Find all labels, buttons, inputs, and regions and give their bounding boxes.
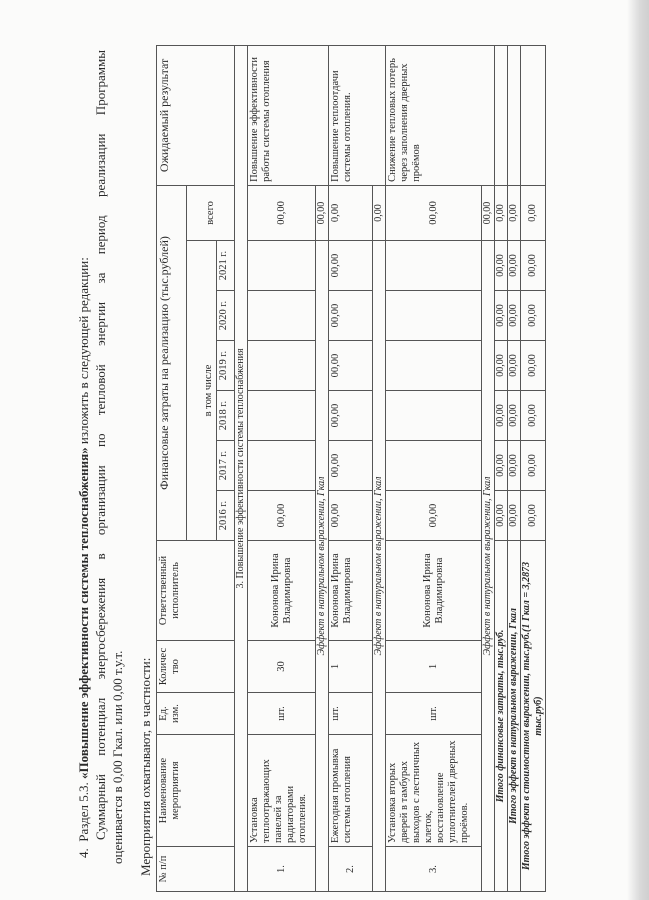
potential-paragraph-cont: оценивается в 0,00 Гкал. или 0,00 т.у.т. <box>110 650 125 864</box>
row-year-value <box>248 441 316 491</box>
row-qty: 1 <box>386 641 482 693</box>
row-result: Снижение тепловых потерь через заполнения дверных проёмов <box>386 45 495 185</box>
totals-year-value: 00,00 <box>508 241 521 291</box>
row-num: 3. <box>386 847 482 892</box>
row-name: Установка вторых дверей в тамбурах выходов с лестничных клеток, восстановление уплотнителей дверных проёмов. <box>386 735 482 847</box>
totals-result <box>508 45 521 185</box>
header-total: всего <box>187 185 235 240</box>
row-year-value: 00,00 <box>329 341 373 391</box>
effect-label: Эффект в натуральном выражении, Гкал <box>316 241 329 892</box>
totals-result <box>521 45 546 185</box>
effect-total: 0,00 <box>373 185 386 240</box>
row-year-value: 00,00 <box>329 491 373 541</box>
row-year-value: 00,00 <box>329 441 373 491</box>
row-num: 1. <box>248 847 316 892</box>
header-year: 2021 г. <box>217 241 235 291</box>
totals-label: Итого эффект в натуральном выражении, Гкал <box>508 541 521 892</box>
header-including: в том числе <box>187 241 217 541</box>
totals-year-value: 00,00 <box>521 441 546 491</box>
totals-result <box>495 45 508 185</box>
section-row: 3. Повышение эффективности системы теплоснабжения <box>235 45 248 891</box>
row-year-value <box>248 391 316 441</box>
header-year: 2019 г. <box>217 341 235 391</box>
row-year-value <box>386 341 482 391</box>
measures-table <box>156 45 546 892</box>
header-num: № п/п <box>157 847 235 892</box>
effect-label: Эффект в натуральном выражении, Гкал <box>482 241 495 892</box>
header-qty: Количес тво <box>157 641 235 693</box>
header-unit: Ед. изм. <box>157 693 235 735</box>
totals-year-value: 00,00 <box>521 341 546 391</box>
row-name: Ежегодная промывка системы отопления <box>329 735 373 847</box>
row-result: Повышение теплоотдачи системы отопления. <box>329 45 386 185</box>
totals-year-value: 00,00 <box>495 391 508 441</box>
totals-year-value: 00,00 <box>521 491 546 541</box>
totals-year-value: 00,00 <box>521 241 546 291</box>
row-year-value <box>248 241 316 291</box>
totals-year-value: 00,00 <box>495 491 508 541</box>
row-year-value <box>248 291 316 341</box>
row-name: Установка теплоотражающих панелей за радиаторами отопления. <box>248 735 316 847</box>
totals-year-value: 00,00 <box>495 441 508 491</box>
section-instruction: изложить в следующей редакции: <box>76 257 91 445</box>
row-responsible: Кононова Ирина Владимировна <box>248 541 316 641</box>
row-year-value <box>386 391 482 441</box>
row-qty: 30 <box>248 641 316 693</box>
table-row <box>329 45 373 891</box>
row-year-value: 00,00 <box>386 491 482 541</box>
effect-total: 00,00 <box>482 185 495 240</box>
row-unit: шт. <box>248 693 316 735</box>
totals-row <box>521 45 546 891</box>
totals-year-value: 00,00 <box>508 391 521 441</box>
table-row <box>248 45 316 891</box>
item-number: 4. <box>76 848 91 858</box>
row-num: 2. <box>329 847 373 892</box>
totals-year-value: 00,00 <box>508 291 521 341</box>
row-responsible: Кононова Ирина Владимировна <box>386 541 482 641</box>
totals-year-value: 00,00 <box>495 291 508 341</box>
totals-label: Итого эффект в стоимостном выражении, тыс.руб.(1 Гкал = 3,2873 тыс.руб) <box>521 541 546 892</box>
header-finance: Финансовые затраты на реализацию (тыс.рублей) <box>157 185 187 540</box>
row-responsible: Кононова Ирина Владимировна <box>329 541 373 641</box>
effect-label: Эффект в натуральном выражении, Гкал <box>373 241 386 892</box>
row-unit: шт. <box>329 693 373 735</box>
section-ref: Раздел 5.3. <box>76 782 91 842</box>
totals-label: Итого финансовые затраты, тыс.руб. <box>495 541 508 892</box>
measures-intro: Мероприятия охватывают, в частности: <box>138 657 153 876</box>
totals-year-value: 00,00 <box>508 441 521 491</box>
row-unit: шт. <box>386 693 482 735</box>
totals-row <box>495 45 508 891</box>
header-year: 2016 г. <box>217 491 235 541</box>
header-year: 2017 г. <box>217 441 235 491</box>
potential-paragraph: Суммарный потенциал энергосбережения в организации по тепловой энергии за период реализации Программы <box>93 50 108 840</box>
section-title: «Повышение эффективности системы теплоснабжения» <box>76 447 91 779</box>
row-year-value: 00,00 <box>329 391 373 441</box>
row-year-value: 00,00 <box>329 291 373 341</box>
header-year: 2020 г. <box>217 291 235 341</box>
totals-year-value: 00,00 <box>495 341 508 391</box>
header-name: Наименование мероприятия <box>157 735 235 847</box>
totals-total: 0,00 <box>495 185 508 240</box>
totals-year-value: 00,00 <box>521 291 546 341</box>
totals-total: 0,00 <box>521 185 546 240</box>
row-year-value: 00,00 <box>329 241 373 291</box>
row-result: Повышение эффективности работы системы отопления <box>248 45 329 185</box>
totals-year-value: 00,00 <box>521 391 546 441</box>
header-year: 2018 г. <box>217 391 235 441</box>
row-qty: 1 <box>329 641 373 693</box>
header-responsible: Ответственный исполнитель <box>157 541 235 641</box>
row-year-value <box>386 291 482 341</box>
totals-year-value: 00,00 <box>495 241 508 291</box>
totals-total: 0,00 <box>508 185 521 240</box>
row-total: 00,00 <box>248 185 316 240</box>
row-total: 00,00 <box>386 185 482 240</box>
row-total: 0,00 <box>329 185 373 240</box>
totals-row <box>508 45 521 891</box>
effect-total: 00,00 <box>316 185 329 240</box>
row-year-value: 00,00 <box>248 491 316 541</box>
row-year-value <box>386 241 482 291</box>
totals-year-value: 00,00 <box>508 491 521 541</box>
totals-year-value: 00,00 <box>508 341 521 391</box>
row-year-value <box>386 441 482 491</box>
table-row <box>386 45 482 891</box>
row-year-value <box>248 341 316 391</box>
header-result: Ожидаемый результат <box>157 45 235 185</box>
section-heading <box>76 257 92 858</box>
